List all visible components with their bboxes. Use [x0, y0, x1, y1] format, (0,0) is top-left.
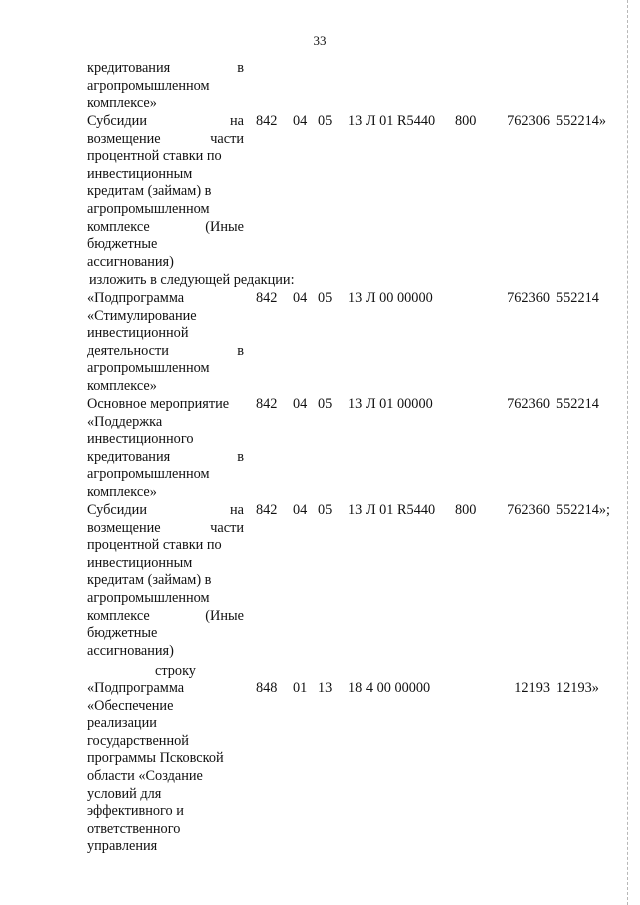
description-word: в — [237, 448, 244, 465]
description-line — [87, 290, 244, 308]
description-line — [87, 555, 244, 573]
description-word: ассигнования) — [87, 642, 174, 659]
cell-grbs: 842 — [256, 290, 278, 306]
description-word: бюджетные — [87, 236, 158, 253]
description-word: «Обеспечение — [87, 697, 174, 714]
cell-subsection: 05 — [318, 290, 333, 306]
description-line — [87, 449, 244, 467]
description-word: инвестиционного — [87, 431, 194, 448]
cell-section: 04 — [293, 113, 308, 129]
description-word: кредитования — [87, 448, 171, 465]
description-word: условий для — [87, 785, 162, 802]
description-word: части — [210, 130, 244, 147]
description-line — [87, 733, 244, 751]
description-line — [87, 590, 244, 608]
description-word: государственной — [87, 732, 189, 749]
instruction-new-edition: изложить в следующей редакции: — [89, 272, 295, 288]
description-line — [87, 821, 244, 839]
description-line — [87, 750, 244, 768]
cell-section: 04 — [293, 502, 308, 518]
cell-grbs: 848 — [256, 680, 278, 696]
description-line — [87, 236, 244, 254]
row-description — [87, 396, 244, 502]
description-line — [87, 166, 244, 184]
row-description — [87, 290, 244, 396]
description-line — [87, 431, 244, 449]
description-word: инвестиционной — [87, 325, 189, 342]
description-line — [87, 520, 244, 538]
cell-amount-1: 762360 — [507, 502, 550, 518]
description-word: «Подпрограмма — [87, 680, 185, 696]
cell-amount-1: 762360 — [507, 396, 550, 412]
cell-expense-type: 800 — [455, 502, 477, 518]
cell-amount-2: 552214»; — [556, 502, 611, 518]
description-word: комплексе — [87, 607, 150, 624]
description-word: агропромышленном — [87, 77, 210, 94]
cell-target-article: 18 4 00 00000 — [348, 680, 431, 696]
description-line — [87, 414, 244, 432]
page-number: 33 — [313, 33, 327, 48]
description-word: процентной ставки по — [87, 537, 222, 554]
row-description — [87, 60, 244, 113]
description-word: возмещение — [87, 130, 161, 147]
description-line — [87, 803, 244, 821]
description-line — [87, 78, 244, 96]
description-word: на — [230, 502, 244, 518]
description-word: части — [210, 519, 244, 536]
description-word: инвестиционным — [87, 554, 193, 571]
description-word: в — [237, 60, 244, 76]
description-word: «Подпрограмма — [87, 290, 185, 306]
description-word: бюджетные — [87, 625, 158, 642]
description-word: агропромышленном — [87, 589, 210, 606]
description-word: ассигнования) — [87, 253, 174, 270]
description-line — [87, 308, 244, 326]
cell-grbs: 842 — [256, 113, 278, 129]
description-word: кредитования — [87, 60, 171, 76]
description-line — [87, 680, 244, 698]
description-line — [87, 113, 244, 131]
cell-target-article: 13 Л 01 00000 — [348, 396, 433, 412]
description-word: Субсидии — [87, 113, 147, 129]
description-line — [87, 786, 244, 804]
description-word: Субсидии — [87, 502, 147, 518]
description-word: процентной ставки по — [87, 148, 222, 165]
description-line — [87, 325, 244, 343]
description-word: программы Псковской — [87, 750, 224, 767]
description-word: (Иные — [205, 607, 244, 624]
description-line — [87, 343, 244, 361]
description-word: реализации — [87, 715, 157, 732]
description-line — [87, 396, 244, 414]
description-word: в — [237, 342, 244, 359]
cell-amount-1: 12193 — [514, 680, 550, 696]
row-description — [87, 502, 244, 660]
row-description — [87, 680, 244, 856]
description-line — [87, 484, 244, 502]
description-word: (Иные — [205, 218, 244, 235]
description-word: на — [230, 113, 244, 129]
cell-subsection: 05 — [318, 396, 333, 412]
description-line — [87, 95, 244, 113]
description-line — [87, 768, 244, 786]
description-line — [87, 60, 244, 78]
description-word: области «Создание — [87, 767, 203, 784]
description-line — [87, 466, 244, 484]
description-line — [87, 219, 244, 237]
cell-section: 04 — [293, 290, 308, 306]
description-line — [87, 608, 244, 626]
description-word: комплексе» — [87, 377, 157, 394]
description-line — [87, 698, 244, 716]
description-word: деятельности — [87, 342, 169, 359]
description-word: кредитам (займам) в — [87, 183, 212, 200]
description-word: «Стимулирование — [87, 307, 197, 324]
description-word: «Поддержка — [87, 413, 163, 430]
description-line — [87, 625, 244, 643]
description-line — [87, 254, 244, 272]
description-word: инвестиционным — [87, 165, 193, 182]
description-word: ответственного — [87, 820, 181, 837]
description-word: агропромышленном — [87, 360, 210, 377]
description-line — [87, 502, 244, 520]
description-word: Основное мероприятие — [87, 396, 230, 412]
description-word: комплексе — [87, 218, 150, 235]
cell-grbs: 842 — [256, 396, 278, 412]
cell-amount-1: 762360 — [507, 290, 550, 306]
cell-amount-2: 12193» — [556, 680, 599, 696]
cell-grbs: 842 — [256, 502, 278, 518]
description-line — [87, 360, 244, 378]
instruction-line: строку — [155, 663, 196, 679]
description-line — [87, 131, 244, 149]
description-word: комплексе» — [87, 483, 157, 500]
description-line — [87, 572, 244, 590]
description-line — [87, 183, 244, 201]
cell-amount-2: 552214 — [556, 290, 599, 306]
description-word: агропромышленном — [87, 466, 210, 483]
description-line — [87, 201, 244, 219]
row-description — [87, 113, 244, 271]
description-line — [87, 378, 244, 396]
description-word: комплексе» — [87, 95, 157, 112]
cell-amount-2: 552214 — [556, 396, 599, 412]
description-line — [87, 148, 244, 166]
description-word: эффективного и — [87, 803, 184, 820]
description-word: кредитам (займам) в — [87, 572, 212, 589]
description-word: агропромышленном — [87, 200, 210, 217]
page-edge-line — [627, 0, 628, 905]
description-line — [87, 643, 244, 661]
description-line — [87, 715, 244, 733]
cell-subsection: 13 — [318, 680, 333, 696]
cell-subsection: 05 — [318, 113, 333, 129]
description-word: управления — [87, 838, 158, 855]
cell-amount-1: 762306 — [507, 113, 550, 129]
description-word: возмещение — [87, 519, 161, 536]
cell-amount-2: 552214» — [556, 113, 607, 129]
description-line — [87, 537, 244, 555]
cell-subsection: 05 — [318, 502, 333, 518]
cell-target-article: 13 Л 01 R5440 — [348, 113, 436, 129]
cell-target-article: 13 Л 00 00000 — [348, 290, 433, 306]
description-line — [87, 838, 244, 856]
cell-section: 04 — [293, 396, 308, 412]
cell-section: 01 — [293, 680, 308, 696]
cell-target-article: 13 Л 01 R5440 — [348, 502, 436, 518]
cell-expense-type: 800 — [455, 113, 477, 129]
